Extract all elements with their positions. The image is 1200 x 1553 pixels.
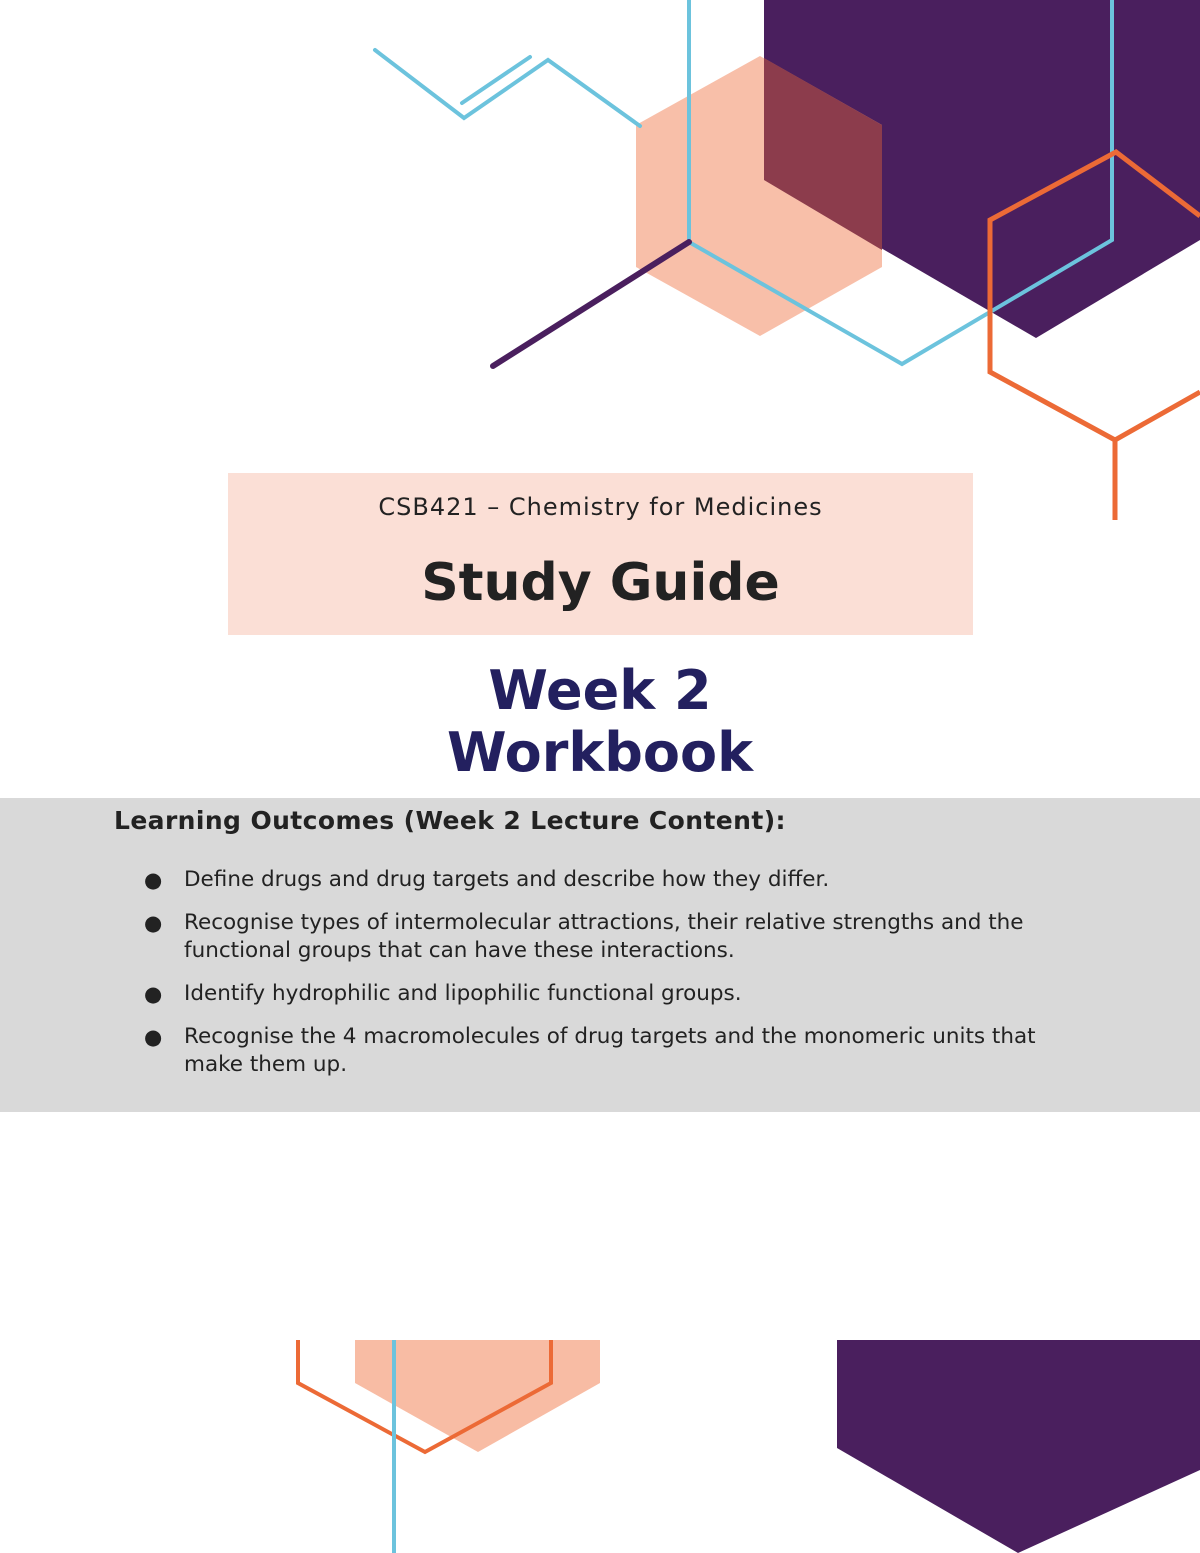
list-item: [140, 866, 1100, 894]
learning-outcomes-section: [0, 798, 1200, 1112]
week-label: Week 2: [488, 659, 712, 722]
bullet-icon: ●: [144, 982, 163, 1006]
purple-shape-bottom: [837, 1340, 1200, 1553]
list-item: [140, 1023, 1100, 1079]
purple-bond-line: [493, 242, 689, 366]
learning-outcomes-list: [140, 866, 1100, 1094]
week-workbook-heading: [0, 660, 1200, 784]
list-item-text: Recognise the 4 macromolecules of drug targets and the monomeric units that make them up.: [184, 1024, 1036, 1077]
learning-outcomes-heading: Learning Outcomes (Week 2 Lecture Content):: [114, 806, 786, 835]
list-item-text: Identify hydrophilic and lipophilic functional groups.: [184, 981, 742, 1006]
list-item-text: Define drugs and drug targets and describe how they differ.: [184, 867, 830, 892]
bullet-icon: ●: [144, 1025, 163, 1049]
list-item-text: Recognise types of intermolecular attractions, their relative strengths and the functional groups that can have these interactions.: [184, 910, 1024, 963]
title-box: [228, 473, 973, 635]
list-item: [140, 909, 1100, 965]
bullet-icon: ●: [144, 868, 163, 892]
blue-zigzag-line: [375, 50, 640, 126]
course-code: CSB421 – Chemistry for Medicines: [378, 493, 823, 521]
list-item: [140, 980, 1100, 1008]
bullet-icon: ●: [144, 911, 163, 935]
document-title: Study Guide: [421, 553, 780, 613]
workbook-label: Workbook: [446, 721, 754, 784]
